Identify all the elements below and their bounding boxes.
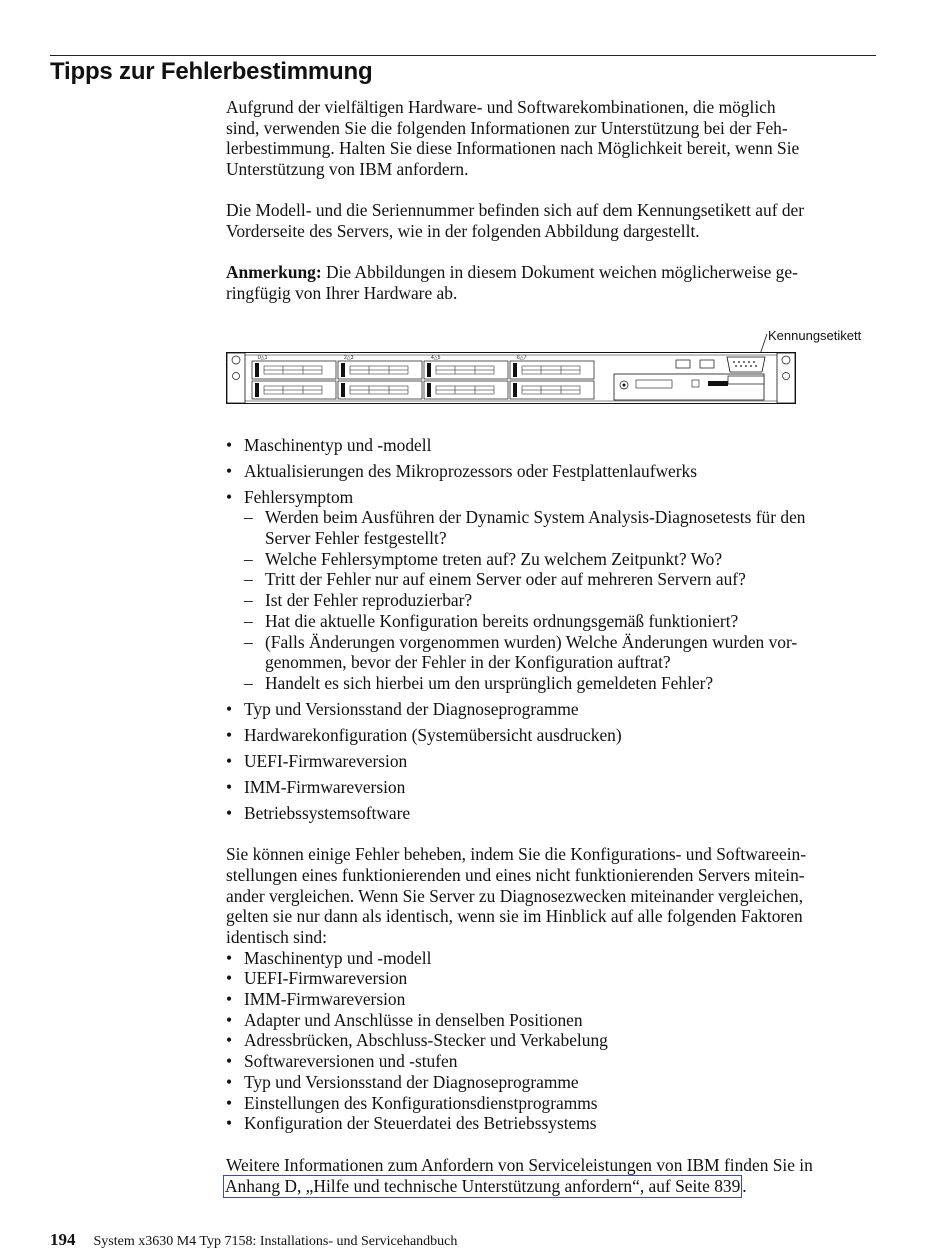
list-item: • Softwareversionen und -stufen [226,1051,878,1072]
bay-label-6: 6△7 [517,354,527,361]
compare-paragraph: Sie können einige Fehler beheben, indem Sie die Konfigurations- und Softwareein- stellungen eines funktionierenden und eines nicht funktionierenden Servers mitein- ander vergleichen. Wenn Sie Server zu Diagnosezwecken miteinander vergleichen, gelten sie nur dann als identisch, wenn sie im Hinblick auf alle folgenden Faktoren identisch sind: [226,844,807,947]
list-item: • Betriebssystemsoftware [226,803,878,824]
list-item: • Typ und Versionsstand der Diagnoseprogramme [226,699,878,720]
sublist-item: – Hat die aktuelle Konfiguration bereits ordnungsgemäß funktioniert? [226,611,878,632]
closing-text: Weitere Informationen zum Anfordern von Serviceleistungen von IBM finden Sie in [226,1154,813,1175]
page-footer [50,1230,457,1250]
sublist-item: – Handelt es sich hierbei um den ursprünglich gemeldeten Fehler? [226,673,878,694]
page-title: Tipps zur Fehlerbestimmung [50,58,373,85]
list-item-label: Fehlersymptom [244,486,354,507]
serial-paragraph: Die Modell- und die Seriennummer befinden sich auf dem Kennungsetikett auf der Vorderseite des Servers, wie in der folgenden Abbildung dargestellt. [226,200,805,242]
info-list [226,435,878,824]
symptom-sublist [244,507,878,693]
bay-label-2: 2△3 [344,354,354,361]
main-content [226,97,878,1198]
sublist-item: – Ist der Fehler reproduzierbar? [226,590,878,611]
server-front-figure [226,326,878,418]
list-item: • Einstellungen des Konfigurationsdienstprogramms [226,1093,878,1114]
closing-period: . [742,1176,747,1197]
server-front-illustration [226,326,878,418]
list-item: • Adressbrücken, Abschluss-Stecker und Verkabelung [226,1030,878,1051]
list-item: • Aktualisierungen des Mikroprozessors oder Festplattenlaufwerks [226,461,878,482]
note-text: Die Abbildungen in diesem Dokument weichen möglicherweise ge- ringfügig von Ihrer Hardware ab. [226,262,798,303]
list-item: • UEFI-Firmwareversion [226,751,878,772]
footer-title: System x3630 M4 Typ 7158: Installations- und Servicehandbuch [93,1234,458,1249]
list-item [226,487,878,694]
sublist-item: – Tritt der Fehler nur auf einem Server oder auf mehreren Servern auf? [226,569,878,590]
bay-label-0: 0△1 [258,354,268,361]
list-item: • Maschinentyp und -modell [226,435,878,456]
list-item: • IMM-Firmwareversion [226,777,878,798]
page-number: 194 [50,1230,76,1249]
list-item: • UEFI-Firmwareversion [226,968,878,989]
appendix-d-link[interactable]: Anhang D, „Hilfe und technische Unterstützung anfordern“, auf Seite 839 [225,1176,741,1197]
list-item: • Adapter und Anschlüsse in denselben Positionen [226,1010,878,1031]
id-label-callout: Kennungsetikett [768,327,862,343]
sublist-item: – (Falls Änderungen vorgenommen wurden) Welche Änderungen wurden vor- genommen, bevor der Fehler in der Konfiguration auftrat? [226,632,878,673]
intro-paragraph: Aufgrund der vielfältigen Hardware- und Softwarekombinationen, die möglich sind, verwenden Sie die folgenden Informationen zur Unterstützung bei der Feh- lerbestimmung. Halten Sie diese Informationen nach Möglichkeit bereit, wenn Sie Unterstützung von IBM anfordern. [226,97,800,180]
header-rule [50,55,876,56]
list-item: • Typ und Versionsstand der Diagnoseprogramme [226,1072,878,1093]
note-label: Anmerkung: [226,262,322,283]
sublist-item: – Werden beim Ausführen der Dynamic System Analysis-Diagnosetests für den Server Fehler festgestellt? [226,507,878,548]
list-item: • Hardwarekonfiguration (Systemübersicht ausdrucken) [226,725,878,746]
sublist-item: – Welche Fehlersymptome treten auf? Zu welchem Zeitpunkt? Wo? [226,549,878,570]
list-item: • IMM-Firmwareversion [226,989,878,1010]
note-paragraph [226,262,878,303]
closing-paragraph [226,1155,878,1198]
list-item: • Konfiguration der Steuerdatei des Betriebssystems [226,1113,878,1134]
list-item: • Maschinentyp und -modell [226,948,878,969]
bay-label-4: 4△5 [431,354,441,361]
compare-list [226,948,878,1134]
